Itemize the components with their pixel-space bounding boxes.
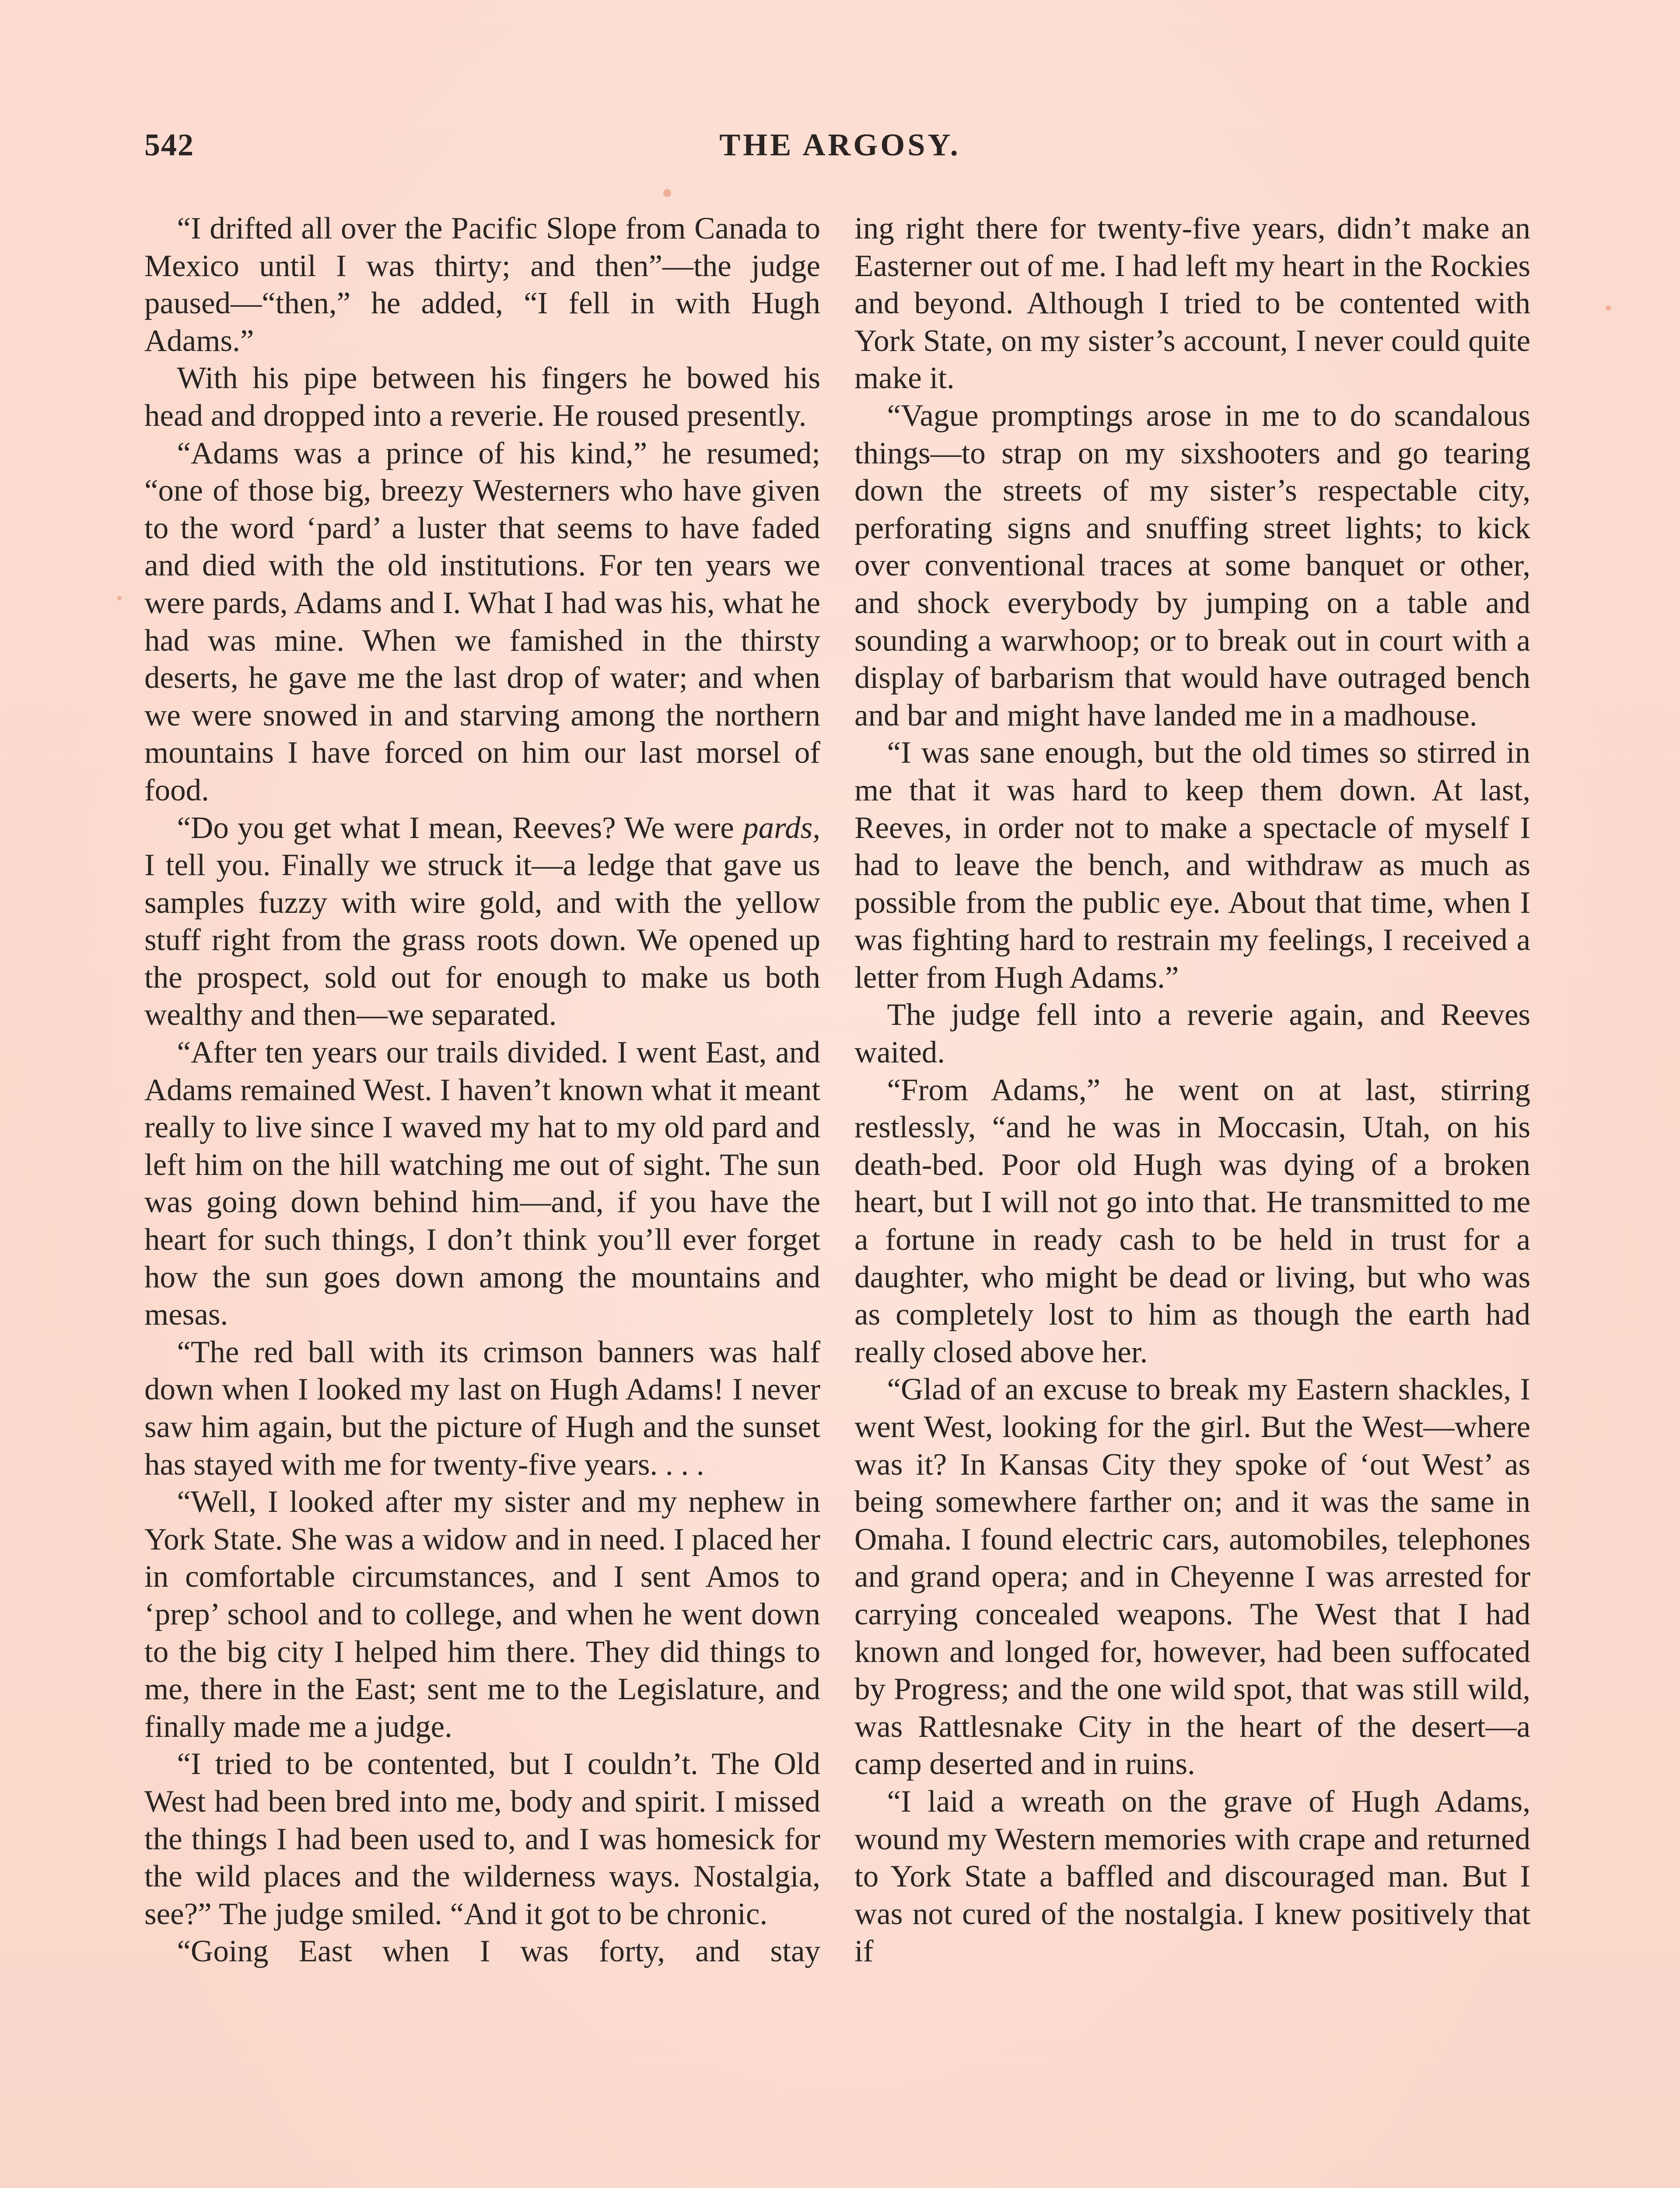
paragraph: The judge fell into a reverie again, and Reeves waited. bbox=[854, 998, 1530, 1070]
paragraph: “I was sane enough, but the old times so stirred in me that it was hard to keep them down. At last, Reeves, in order not to make a spectacle of myself I had to leave the bench, and withdraw as much as possible from the public eye. About that time, when I was fighting hard to restrain my feelings, I received a letter from Hugh Adams.” bbox=[854, 736, 1530, 995]
ink-speck bbox=[117, 596, 122, 600]
paragraph: “Do you get what I mean, Reeves? We were pards, I tell you. Finally we struck it—a ledge that gave us samples fuzzy with wire gold, and with the yellow stuff right from the grass roots down. We opened up the prospect, sold out for enough to make us both wealthy and then—we separated. bbox=[144, 810, 820, 1032]
paragraph: “Glad of an excuse to break my Eastern shackles, I went West, looking for the girl. But the West—where was it? In Kansas City they spoke of ‘out West’ as being somewhere farther on; and it was the same in Omaha. I found electric cars, automobiles, telephones and grand opera; and in Cheyenne I was arrested for carrying concealed weapons. The West that I had known and longed for, however, had been suffocated by Progress; and the one wild spot, that was still wild, was Rattlesnake City in the heart of the desert—a camp deserted and in ruins. bbox=[854, 1372, 1530, 1781]
paragraph: “Going East when I was forty, and stay bbox=[177, 1934, 820, 1969]
page-number: 542 bbox=[144, 127, 194, 162]
paragraph: “The red ball with its crimson banners was half down when I looked my last on Hugh Adams! I never saw him again, but the picture of Hugh and the sunset has stayed with me for twenty-five years. . . . bbox=[144, 1335, 820, 1482]
page-header bbox=[144, 127, 1536, 175]
right-column bbox=[854, 210, 1530, 1971]
paragraph: “After ten years our trails divided. I went East, and Adams remained West. I haven’t known what it meant really to live since I waved my hat to my old pard and left him on the hill watching me out of sight. The sun was going down behind him—and, if you have the heart for such things, I don’t think you’ll ever forget how the sun goes down among the mountains and mesas. bbox=[144, 1035, 820, 1332]
paragraph: “Vague promptings arose in me to do scandalous things—to strap on my sixshooters and go tearing down the streets of my sister’s respectable city, perforating signs and snuffing street lights; to kick over conventional traces at some banquet or other, and shock everybody by jumping on a table and sounding a warwhoop; or to break out in court with a display of barbarism that would have outraged bench and bar and might have landed me in a madhouse. bbox=[854, 398, 1530, 733]
paragraph: With his pipe between his fingers he bowed his head and dropped into a reverie. He roused presently. bbox=[144, 361, 820, 433]
ink-speck bbox=[663, 189, 671, 197]
paragraph: “Well, I looked after my sister and my nephew in York State. She was a widow and in need. I placed her in comfortable circumstances, and I sent Amos to ‘prep’ school and to college, and when he went down to the big city I helped him there. They did things to me, there in the East; sent me to the Legislature, and finally made me a judge. bbox=[144, 1485, 820, 1744]
italic-word: pards, bbox=[743, 810, 820, 845]
paragraph: “I drifted all over the Pacific Slope from Canada to Mexico until I was thirty; and then”—the judge paused—“then,” he added, “I fell in with Hugh Adams.” bbox=[144, 211, 820, 358]
ink-speck bbox=[1606, 305, 1611, 311]
paragraph: “I laid a wreath on the grave of Hugh Adams, wound my Western memories with crape and returned to York State a baffled and discouraged man. But I was not cured of the nostalgia. I knew positively that if bbox=[854, 1784, 1530, 1969]
left-column bbox=[144, 210, 820, 1971]
paragraph-continued: ing right there for twenty-five years, didn’t make an Easterner out of me. I had left my heart in the Rockies and beyond. Although I tried to be contented with York State, on my sister’s account, I never could quite make it. bbox=[854, 211, 1530, 396]
paragraph: “Adams was a prince of his kind,” he resumed; “one of those big, breezy Westerners who have given to the word ‘pard’ a luster that seems to have faded and died with the old institutions. For ten years we were pards, Adams and I. What I had was his, what he had was mine. When we famished in the thirsty deserts, he gave me the last drop of water; and when we were snowed in and starving among the northern mountains I have forced on him our last morsel of food. bbox=[144, 436, 820, 807]
running-title: THE ARGOSY. bbox=[719, 127, 961, 162]
paragraph: “From Adams,” he went on at last, stirring restlessly, “and he was in Moccasin, Utah, on his death-bed. Poor old Hugh was dying of a broken heart, but I will not go into that. He transmitted to me a fortune in ready cash to be held in trust for a daughter, who might be dead or living, but who was as completely lost to him as though the earth had really closed above her. bbox=[854, 1073, 1530, 1369]
paragraph: “I tried to be contented, but I couldn’t. The Old West had been bred into me, body and spirit. I missed the things I had been used to, and I was homesick for the wild places and the wilderness ways. Nostalgia, see?” The judge smiled. “And it got to be chronic. bbox=[144, 1747, 820, 1931]
